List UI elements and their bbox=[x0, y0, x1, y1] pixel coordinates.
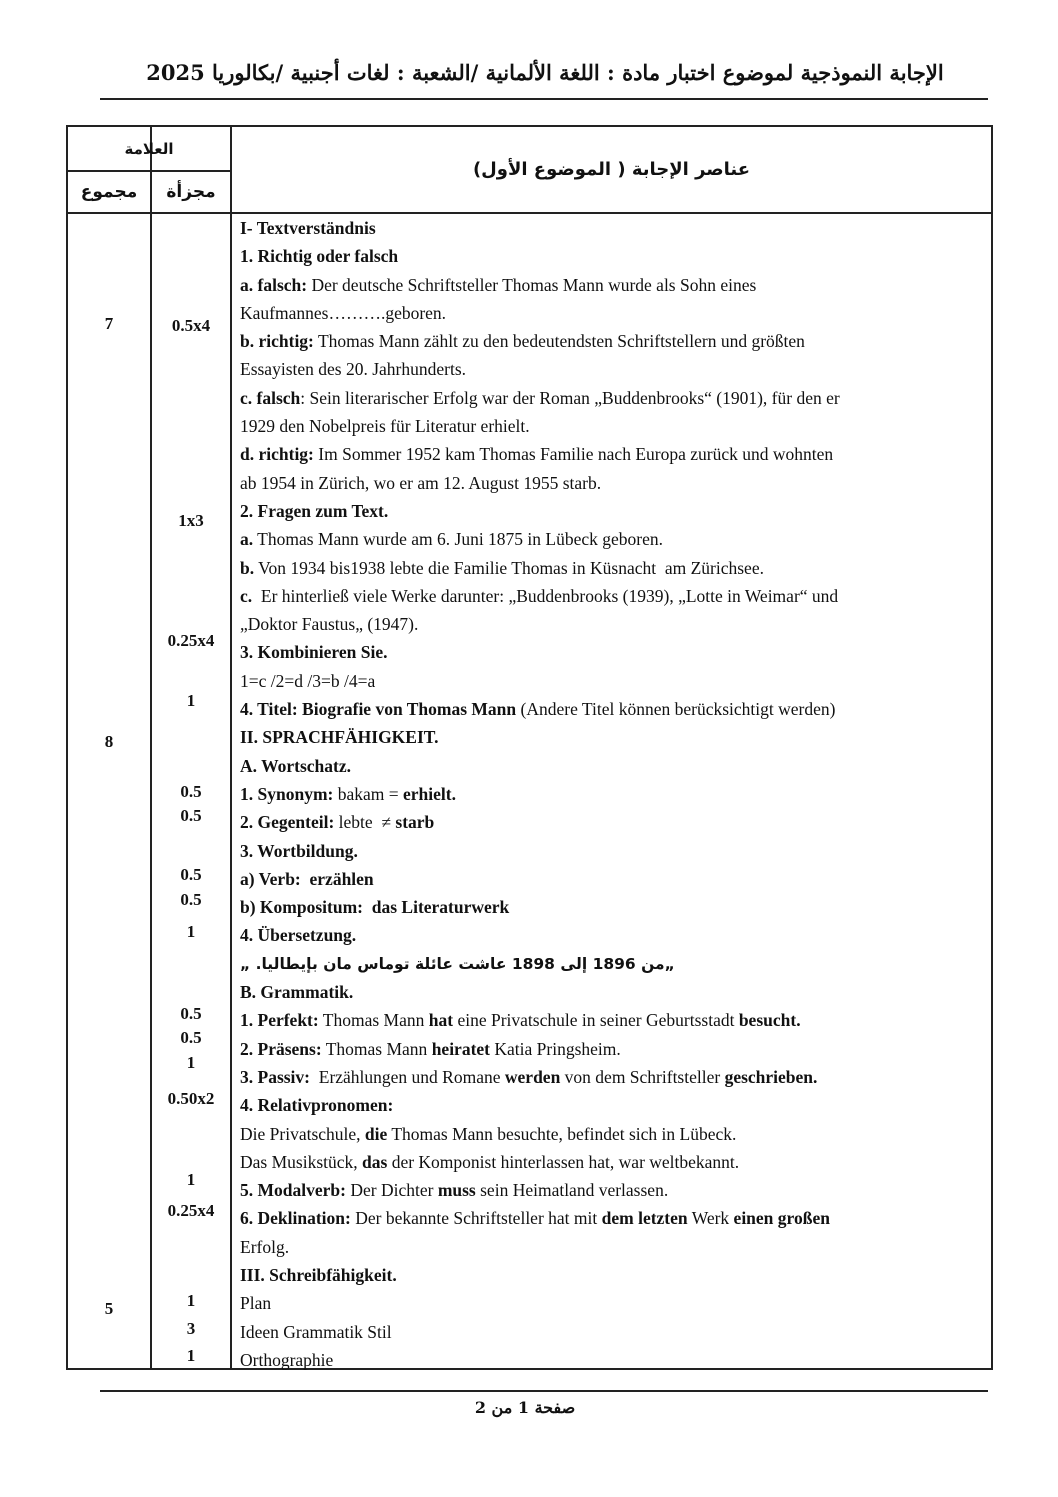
answer-line bbox=[240, 1120, 990, 1148]
answer-line bbox=[240, 723, 990, 751]
answer-keyword: 4. Übersetzung. bbox=[240, 925, 357, 946]
answer-line bbox=[240, 667, 990, 695]
answer-keyword: starb bbox=[395, 812, 435, 833]
answer-keyword: c. bbox=[240, 585, 253, 606]
answer-keyword: muss bbox=[437, 1180, 476, 1201]
answer-text: Im Sommer 1952 kam Thomas Familie nach Europa zurück und wohnten bbox=[313, 444, 834, 465]
total-header: مجموع bbox=[80, 182, 138, 202]
answer-text: Thomas Mann bbox=[321, 1038, 432, 1059]
answer-line bbox=[240, 752, 990, 780]
answer-keyword: hat bbox=[428, 1010, 454, 1031]
partial-mark: 1 bbox=[186, 1291, 196, 1310]
partial-mark: 0.5x4 bbox=[171, 316, 211, 335]
answer-text: Er hinterließ viele Werke darunter: „Buddenbrooks (1939), „Lotte in Weimar“ und bbox=[252, 585, 839, 606]
answer-keyword: 6. Deklination: bbox=[240, 1208, 351, 1229]
answer-line bbox=[240, 440, 990, 468]
answer-text: Thomas Mann bbox=[318, 1010, 429, 1031]
answer-text: Der Dichter bbox=[345, 1180, 438, 1201]
answer-text: Das Musikstück, bbox=[240, 1151, 363, 1172]
answer-keyword: erhielt. bbox=[403, 783, 456, 804]
answer-line bbox=[240, 1035, 990, 1063]
answer-keyword: dem letzten bbox=[601, 1208, 688, 1229]
answer-line bbox=[240, 271, 990, 299]
answer-keyword: A. Wortschatz. bbox=[240, 755, 351, 776]
answer-keyword: 5. Modalverb: bbox=[240, 1180, 346, 1201]
answer-text: Katia Pringsheim. bbox=[490, 1038, 621, 1059]
answer-text: der Komponist hinterlassen hat, war weltbekannt. bbox=[387, 1151, 740, 1172]
partial-mark: 1x3 bbox=[178, 511, 204, 530]
answer-keyword: b) Kompositum: das Literaturwerk bbox=[240, 897, 510, 918]
answer-keyword: B. Grammatik. bbox=[240, 982, 354, 1003]
answer-line bbox=[240, 242, 990, 270]
answer-keyword: b. bbox=[240, 557, 255, 578]
answer-line bbox=[240, 1318, 990, 1346]
answer-line bbox=[240, 384, 990, 412]
answer-line bbox=[240, 978, 990, 1006]
answer-keyword: 2. Fragen zum Text. bbox=[240, 500, 389, 521]
answer-line bbox=[240, 1261, 990, 1289]
footer-divider bbox=[100, 1390, 988, 1392]
partial-mark: 3 bbox=[186, 1319, 196, 1338]
answer-line bbox=[240, 355, 990, 383]
answer-line bbox=[240, 1091, 990, 1119]
mark-header: العلامة bbox=[124, 139, 174, 158]
answer-keyword: c. falsch bbox=[240, 387, 301, 408]
answer-line bbox=[240, 1148, 990, 1176]
answer-text: Thomas Mann zählt zu den bedeutendsten Schriftstellern und größten bbox=[313, 331, 805, 352]
partial-column bbox=[152, 127, 230, 1368]
answer-line bbox=[240, 214, 990, 242]
partial-mark: 0.5 bbox=[180, 865, 202, 884]
answer-line bbox=[240, 950, 990, 978]
answer-text: ab 1954 in Zürich, wo er am 12. August 1955 starb. bbox=[240, 472, 602, 493]
answer-line bbox=[240, 610, 990, 638]
answer-text: Werk bbox=[687, 1208, 734, 1229]
answer-table bbox=[66, 125, 993, 1370]
answer-line bbox=[240, 893, 990, 921]
total-mark: 5 bbox=[104, 1299, 114, 1318]
header-divider bbox=[100, 98, 988, 100]
answer-line bbox=[240, 1204, 990, 1232]
answer-line bbox=[240, 525, 990, 553]
column-divider bbox=[230, 127, 232, 1368]
partial-mark: 0.25x4 bbox=[167, 1201, 215, 1220]
answer-keyword: a. bbox=[240, 529, 254, 550]
answer-keyword: a) Verb: erzählen bbox=[240, 868, 374, 889]
answer-text: (Andere Titel können berücksichtigt werden) bbox=[516, 699, 836, 720]
answer-text: Die Privatschule, bbox=[240, 1123, 365, 1144]
partial-mark: 1 bbox=[186, 1170, 196, 1189]
answer-line bbox=[240, 808, 990, 836]
partial-mark: 1 bbox=[186, 1346, 196, 1365]
answer-line bbox=[240, 582, 990, 610]
answer-keyword: geschrieben. bbox=[724, 1066, 818, 1087]
answer-text: 1929 den Nobelpreis für Literatur erhielt. bbox=[240, 416, 530, 437]
answer-text: Thomas Mann besuchte, befindet sich in Lübeck. bbox=[387, 1123, 737, 1144]
answer-text: Der bekannte Schriftsteller hat mit bbox=[350, 1208, 602, 1229]
total-mark: 7 bbox=[104, 314, 114, 333]
answer-keyword: d. richtig: bbox=[240, 444, 314, 465]
answer-keyword: das bbox=[362, 1151, 388, 1172]
partial-mark: 0.5 bbox=[180, 782, 202, 801]
answer-line bbox=[240, 865, 990, 893]
answer-text: sein Heimatland verlassen. bbox=[475, 1180, 669, 1201]
partial-header: مجزأة bbox=[166, 182, 216, 202]
answer-line bbox=[240, 638, 990, 666]
answer-text: Der deutsche Schriftsteller Thomas Mann wurde als Sohn eines bbox=[307, 274, 757, 295]
answer-text: Essayisten des 20. Jahrhunderts. bbox=[240, 359, 467, 380]
answer-line bbox=[240, 554, 990, 582]
answer-keyword: 4. Relativpronomen: bbox=[240, 1095, 394, 1116]
partial-mark: 0.5 bbox=[180, 890, 202, 909]
answer-keyword: besucht. bbox=[738, 1010, 801, 1031]
answer-keyword: II. SPRACHFÄHIGKEIT. bbox=[240, 727, 439, 748]
answer-text: Kaufmannes……….geboren. bbox=[240, 302, 447, 323]
answer-line bbox=[240, 1063, 990, 1091]
partial-mark: 0.5 bbox=[180, 1004, 202, 1023]
answer-text: bakam = bbox=[333, 783, 404, 804]
partial-mark: 0.25x4 bbox=[167, 631, 215, 650]
answer-line bbox=[240, 497, 990, 525]
total-column bbox=[68, 127, 150, 1368]
answer-content bbox=[240, 214, 990, 1374]
answer-text: Plan bbox=[240, 1293, 272, 1314]
answer-line bbox=[240, 780, 990, 808]
answer-keyword: III. Schreibfähigkeit. bbox=[240, 1264, 397, 1285]
answer-text: Ideen Grammatik Stil bbox=[240, 1321, 392, 1342]
page-number: صفحة 1 من 2 bbox=[474, 1398, 576, 1417]
answer-text: : Sein literarischer Erfolg war der Roman „Buddenbrooks“ (1901), für den er bbox=[300, 387, 840, 408]
translation-text: „من 1896 إلى 1898 عاشت عائلة توماس مان بإيطاليا. „ bbox=[240, 954, 675, 973]
answer-text: Erzählungen und Romane bbox=[310, 1066, 505, 1087]
answer-keyword: 1. Perfekt: bbox=[240, 1010, 319, 1031]
answer-line bbox=[240, 921, 990, 949]
answer-keyword: 4. Titel: Biografie von Thomas Mann bbox=[240, 699, 517, 720]
total-mark: 8 bbox=[104, 732, 114, 751]
partial-mark: 1 bbox=[186, 922, 196, 941]
answer-keyword: 3. Wortbildung. bbox=[240, 840, 358, 861]
partial-mark: 0.50x2 bbox=[167, 1089, 215, 1108]
answer-line bbox=[240, 1233, 990, 1261]
partial-mark: 1 bbox=[186, 1053, 196, 1072]
answer-keyword: 2. Präsens: bbox=[240, 1038, 322, 1059]
answer-keyword: 3. Kombinieren Sie. bbox=[240, 642, 388, 663]
answer-keyword: I- Textverständnis bbox=[240, 218, 376, 238]
answer-keyword: 3. Passiv: bbox=[240, 1066, 310, 1087]
answer-line bbox=[240, 837, 990, 865]
answer-line bbox=[240, 695, 990, 723]
answer-text: lebte ≠ bbox=[334, 812, 396, 833]
answer-keyword: die bbox=[364, 1123, 388, 1144]
answer-keyword: einen großen bbox=[733, 1208, 830, 1229]
answer-text: von dem Schriftsteller bbox=[560, 1066, 725, 1087]
answer-keyword: heiratet bbox=[431, 1038, 490, 1059]
answer-text: eine Privatschule in seiner Geburtsstadt bbox=[453, 1010, 739, 1031]
partial-mark: 0.5 bbox=[180, 806, 202, 825]
document-title: الإجابة النموذجية لموضوع اختبار مادة : اللغة الألمانية /الشعبة : لغات أجنبية /بكالوريا 2025 bbox=[146, 60, 944, 85]
partial-mark: 0.5 bbox=[180, 1028, 202, 1047]
answer-line bbox=[240, 1176, 990, 1204]
answer-text: Erfolg. bbox=[240, 1236, 290, 1257]
answer-text: „Doktor Faustus„ (1947). bbox=[240, 614, 419, 635]
answer-keyword: werden bbox=[504, 1066, 561, 1087]
answer-text: Von 1934 bis1938 lebte die Familie Thomas in Küsnacht am Zürichsee. bbox=[254, 557, 764, 578]
answer-line bbox=[240, 1289, 990, 1317]
answer-keyword: 1. Richtig oder falsch bbox=[240, 246, 399, 267]
answer-line bbox=[240, 1346, 990, 1374]
answer-keyword: 1. Synonym: bbox=[240, 783, 334, 804]
answer-line bbox=[240, 1006, 990, 1034]
answer-line bbox=[240, 327, 990, 355]
content-header: عناصر الإجابة ( الموضوع الأول) bbox=[472, 159, 751, 180]
partial-mark: 1 bbox=[186, 691, 196, 710]
answer-text: Thomas Mann wurde am 6. Juni 1875 in Lübeck geboren. bbox=[253, 529, 663, 550]
answer-keyword: 2. Gegenteil: bbox=[240, 812, 335, 833]
answer-keyword: b. richtig: bbox=[240, 331, 314, 352]
answer-line bbox=[240, 412, 990, 440]
answer-text: 1=c /2=d /3=b /4=a bbox=[240, 670, 376, 691]
answer-line bbox=[240, 299, 990, 327]
answer-keyword: a. falsch: bbox=[240, 274, 308, 295]
answer-line bbox=[240, 469, 990, 497]
answer-text: Orthographie bbox=[240, 1349, 334, 1370]
